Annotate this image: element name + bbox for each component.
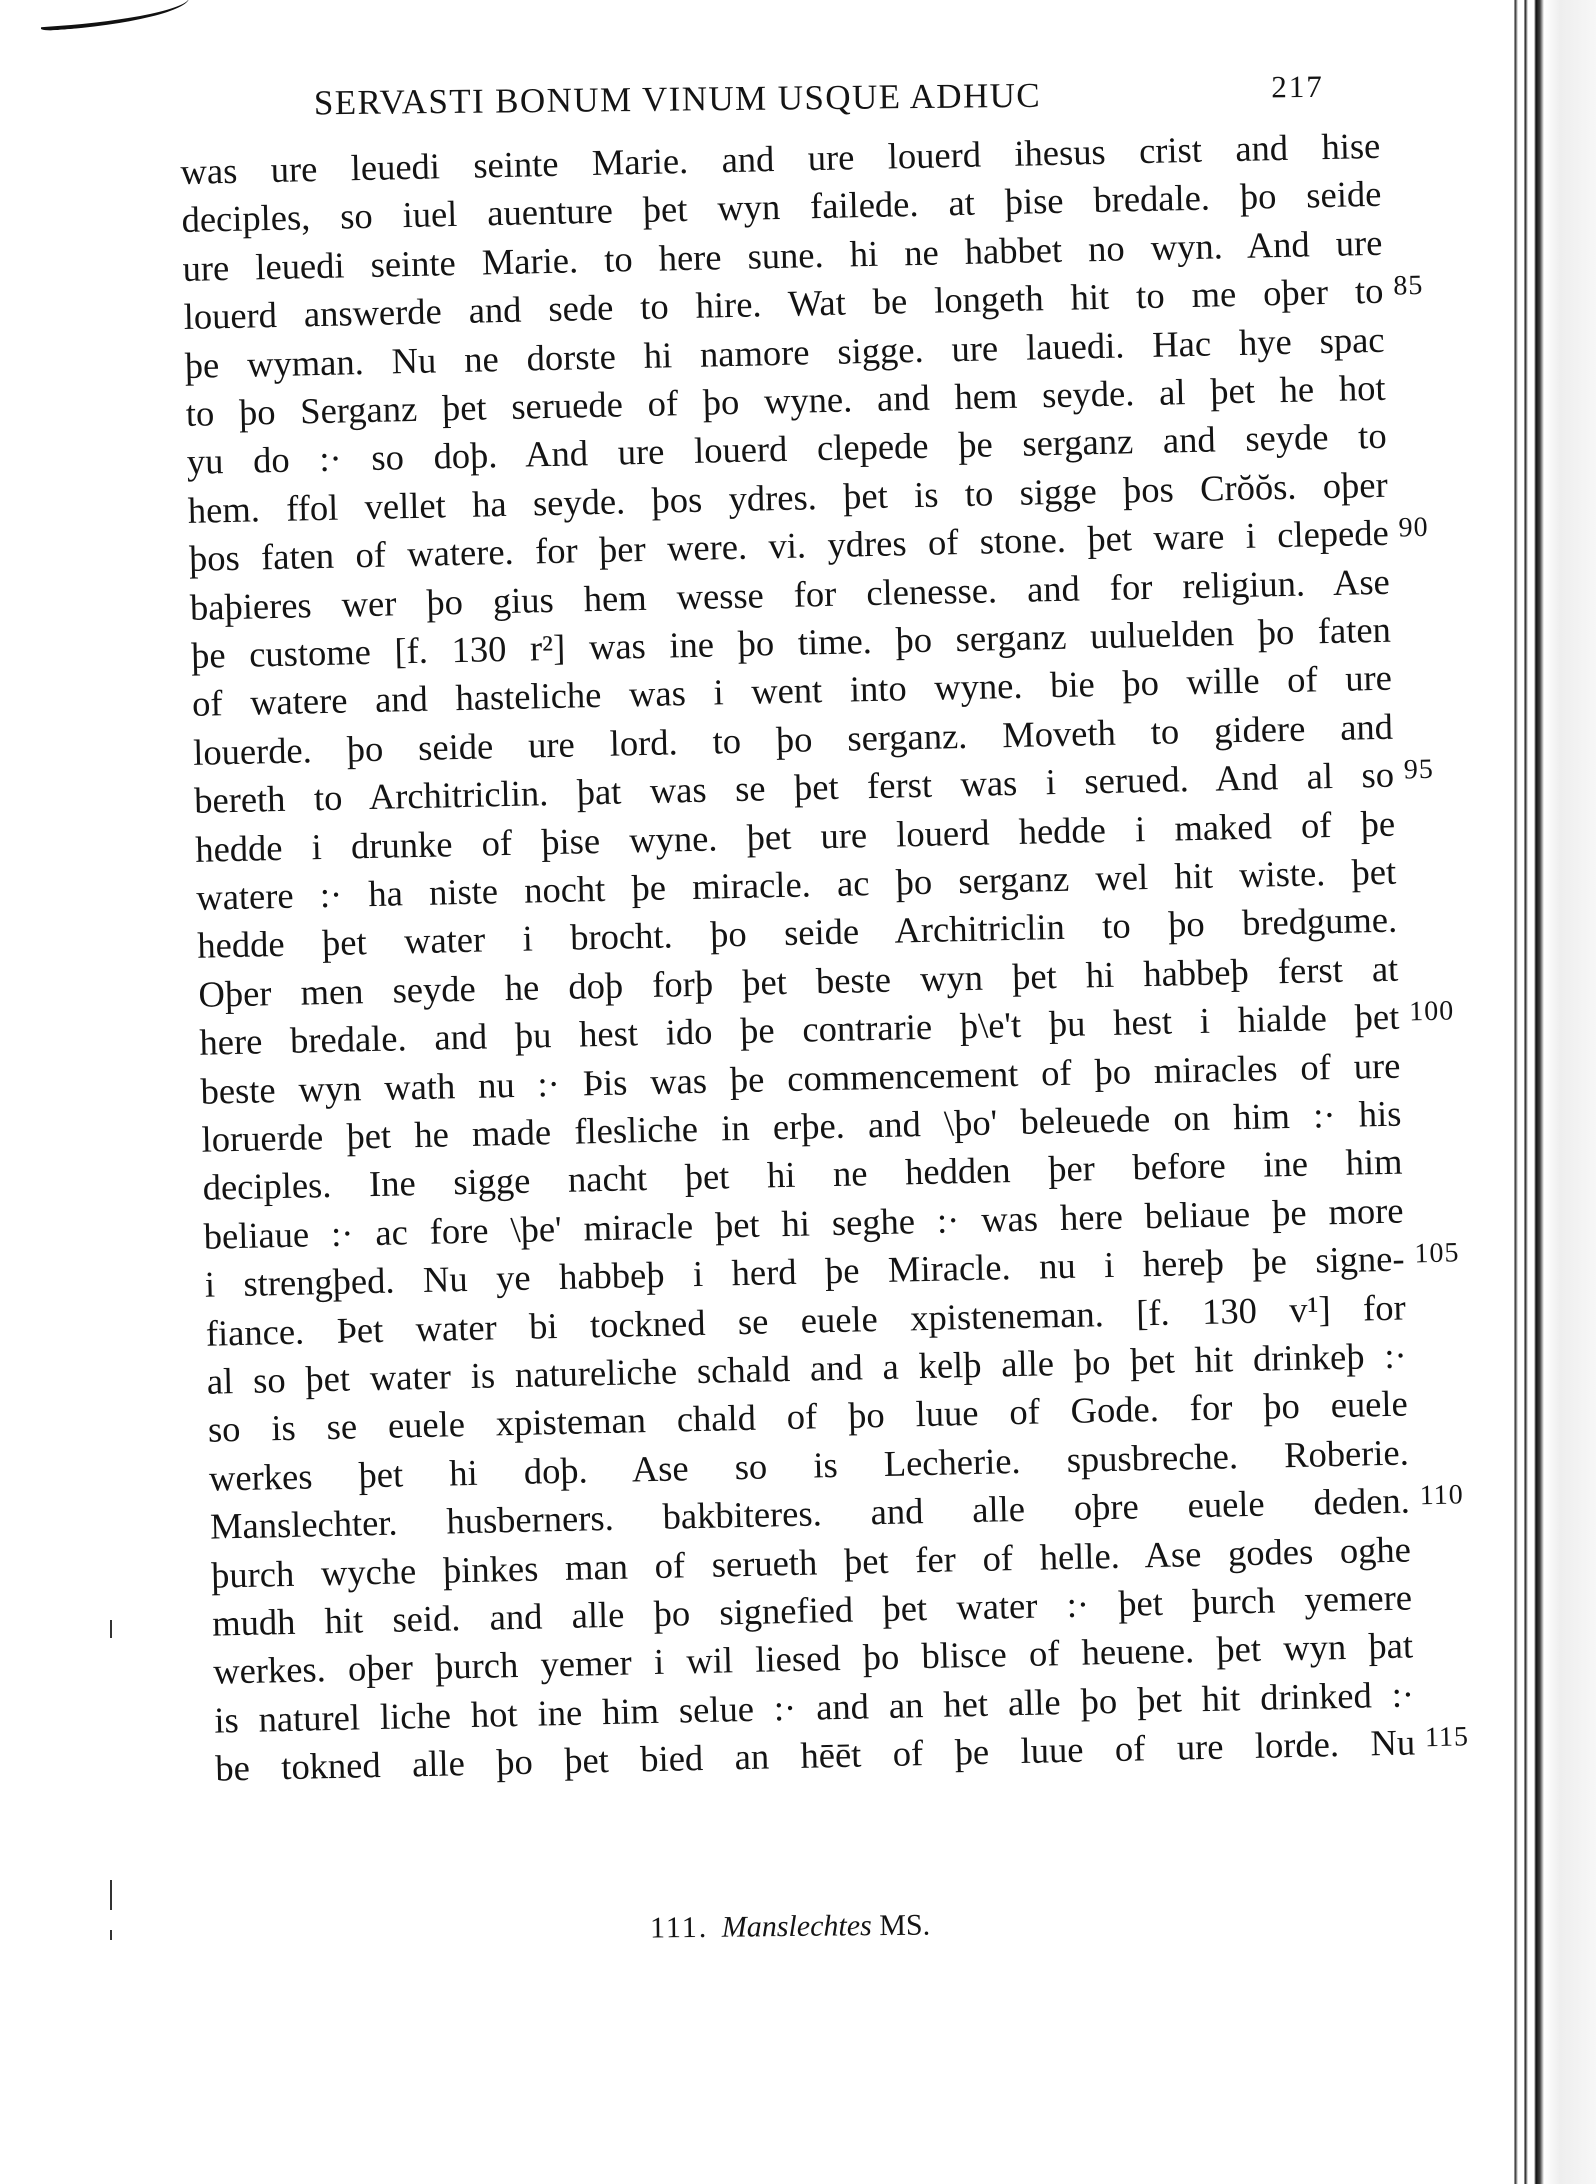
text-line: fiance. Þet water bi tockned se euele xpisteneman. [f. 130 v¹] for <box>205 1286 1407 1354</box>
footnote <box>650 1909 930 1946</box>
text-line: hedde þet water i brocht. þo seide Architriclin to þo bredgume. <box>196 899 1398 967</box>
binding-edge <box>1500 0 1596 2184</box>
text-line: þurch wyche þinkes man of serueth þet fer of helle. Ase godes oghe <box>210 1528 1412 1596</box>
text-line: deciples. Ine sigge nacht þet hi ne hedden þer before ine him <box>202 1140 1403 1209</box>
margin-mark <box>110 1880 112 1910</box>
text-line: al so þet water is natureliche schald and a kelþ alle þo þet hit drinkeþ :· <box>206 1334 1408 1402</box>
line-number: 100 <box>1408 995 1455 1028</box>
footnote-number: 111. <box>649 1910 709 1945</box>
running-head: SERVASTI BONUM VINUM USQUE ADHUC <box>313 75 1042 123</box>
text-line: deciples, so iuel auenture þet wyn failede. at þise bredale. þo seide <box>181 173 1382 241</box>
text-line: so is se euele xpisteman chald of þo luue of Gode. for þo euele <box>207 1382 1409 1451</box>
text-line: hedde i drunke of þise wyne. þet ure louerd hedde i maked of þe <box>194 802 1396 870</box>
text-line: here bredale. and þu hest ido þe contrarie þ\e't þu hest i hialde þet <box>199 995 1400 1063</box>
text-line: louerde. þo seide ure lord. to þo serganz. Moveth to gidere and <box>192 705 1394 773</box>
line-number: 105 <box>1414 1237 1460 1270</box>
text-line: i strengþed. Nu ye habbeþ i herd þe Miracle. nu i hereþ þe signe- <box>204 1237 1405 1305</box>
line-number: 115 <box>1424 1721 1470 1754</box>
text-line: werkes þet hi doþ. Ase so is Lecherie. spusbreche. Roberie. <box>208 1431 1410 1499</box>
text-line: watere :· ha niste nocht þe miracle. ac þo serganz wel hit wiste. þet <box>195 850 1397 918</box>
text-line: be tokned alle þo þet bied an hēēt of þe luue of ure lorde. Nu <box>214 1721 1416 1789</box>
text-line: þe custome [f. 130 r²] was ine þo time. þo serganz uuluelden þo faten <box>190 608 1392 676</box>
text-line: mudh hit seid. and alle þo signefied þet water :· þet þurch yemere <box>211 1576 1413 1644</box>
text-line: was ure leuedi seinte Marie. and ure louerd ihesus crist and hise <box>180 124 1381 192</box>
text-line: werkes. oþer þurch yemer i wil liesed þo blisce of heuene. þet wyn þat <box>212 1624 1414 1693</box>
line-number: 85 <box>1392 270 1424 302</box>
corner-ink-mark <box>39 0 190 31</box>
body-text <box>180 120 1517 1868</box>
text-line: bereth to Architriclin. þat was se þet ferst was i serued. And al so <box>193 753 1395 822</box>
line-number: 95 <box>1403 753 1435 786</box>
text-line: þos faten of watere. for þer were. vi. ydres of stone. þet ware i clepede <box>188 511 1390 580</box>
text-line: louerd answerde and sede to hire. Wat be longeth hit to me oþer to <box>183 269 1384 338</box>
text-line: loruerde þet he made flesliche in erþe. and \þo' beleuede on him :· his <box>201 1092 1402 1160</box>
text-line: to þo Serganz þet seruede of þo wyne. and hem seyde. al þet he hot <box>185 366 1386 434</box>
page-number: 217 <box>1271 68 1324 105</box>
text-line: hem. ffol vellet ha seyde. þos ydres. þet is to sigge þos Crŏŏs. oþer <box>187 463 1389 531</box>
footnote-source: MS. <box>879 1908 931 1943</box>
text-line: baþieres wer þo gius hem wesse for clenesse. and for religiun. Ase <box>189 560 1391 628</box>
line-number: 110 <box>1419 1479 1464 1512</box>
text-line: beliaue :· ac fore \þe' miracle þet hi seghe :· was here beliaue þe more <box>203 1189 1404 1257</box>
text-line: is naturel liche hot ine him selue :· and an het alle þo þet hit drinked :· <box>213 1673 1415 1741</box>
text-line: Manslechter. husberners. bakbiteres. and alle oþre euele deden. <box>209 1479 1411 1547</box>
text-line: of watere and hasteliche was i went into wyne. bie þo wille of ure <box>191 657 1393 725</box>
margin-mark <box>110 1930 112 1940</box>
footnote-word: Manslechtes <box>721 1909 872 1944</box>
text-line: ure leuedi seinte Marie. to here sune. hi ne habbet no wyn. And ure <box>182 221 1383 289</box>
margin-mark <box>110 1620 112 1638</box>
text-line: þe wyman. Nu ne dorste hi namore sigge. ure lauedi. Hac hye spac <box>184 318 1385 386</box>
line-number: 90 <box>1398 512 1429 544</box>
text-line: beste wyn wath nu :· Þis was þe commencement of þo miracles of ure <box>200 1044 1401 1112</box>
text-line: Oþer men seyde he doþ forþ þet beste wyn þet hi habbeþ ferst at <box>198 947 1399 1015</box>
text-line: yu do :· so doþ. And ure louerd clepede þe serganz and seyde to <box>186 415 1388 483</box>
